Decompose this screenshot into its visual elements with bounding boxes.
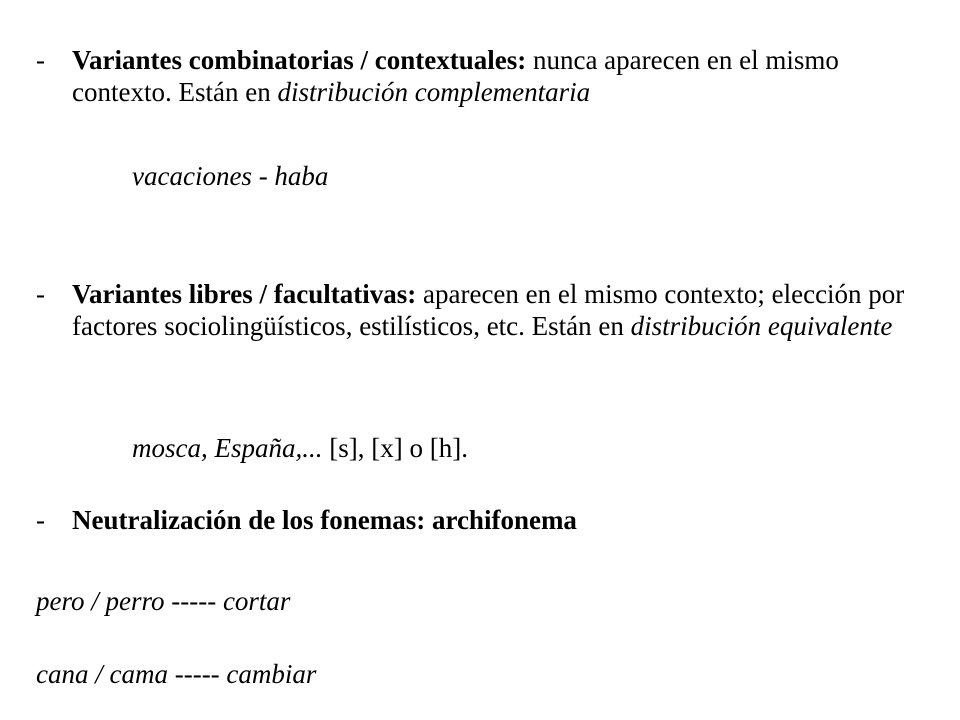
bullet-emphasis: distribución complementaria bbox=[277, 77, 591, 107]
bullet-text bbox=[72, 44, 916, 108]
bullet-body: nunca aparecen en el mismo contexto. Están en bbox=[72, 45, 839, 107]
bullet-heading: Variantes combinatorias / contextuales: bbox=[72, 45, 527, 75]
example-pero-perro: pero / perro ----- cortar bbox=[36, 586, 291, 616]
bullet-body: aparecen en el mismo contexto; elección por factores sociolingüísticos, estilísticos, etc. Están en bbox=[72, 279, 905, 341]
bullet-neutralization bbox=[36, 504, 916, 536]
bullet-emphasis: distribución equivalente bbox=[630, 311, 893, 341]
example-vacaciones-haba: vacaciones - haba bbox=[132, 161, 329, 191]
example-mosca-espana bbox=[132, 432, 468, 464]
example-words: mosca, España,... bbox=[132, 433, 323, 463]
bullet-dash: - bbox=[36, 45, 45, 75]
bullet-heading: Variantes libres / facultativas: bbox=[72, 279, 417, 309]
bullet-dash: - bbox=[36, 279, 45, 309]
example-phones: [s], [x] o [h]. bbox=[322, 433, 468, 463]
bullet-free-variants bbox=[36, 278, 916, 342]
bullet-text bbox=[72, 504, 916, 536]
example-cana-cama: cana / cama ----- cambiar bbox=[36, 659, 317, 689]
bullet-dash: - bbox=[36, 505, 45, 535]
bullet-combinatory-variants bbox=[36, 44, 916, 108]
bullet-text bbox=[72, 278, 916, 342]
bullet-heading: Neutralización de los fonemas: archifonema bbox=[72, 505, 577, 535]
